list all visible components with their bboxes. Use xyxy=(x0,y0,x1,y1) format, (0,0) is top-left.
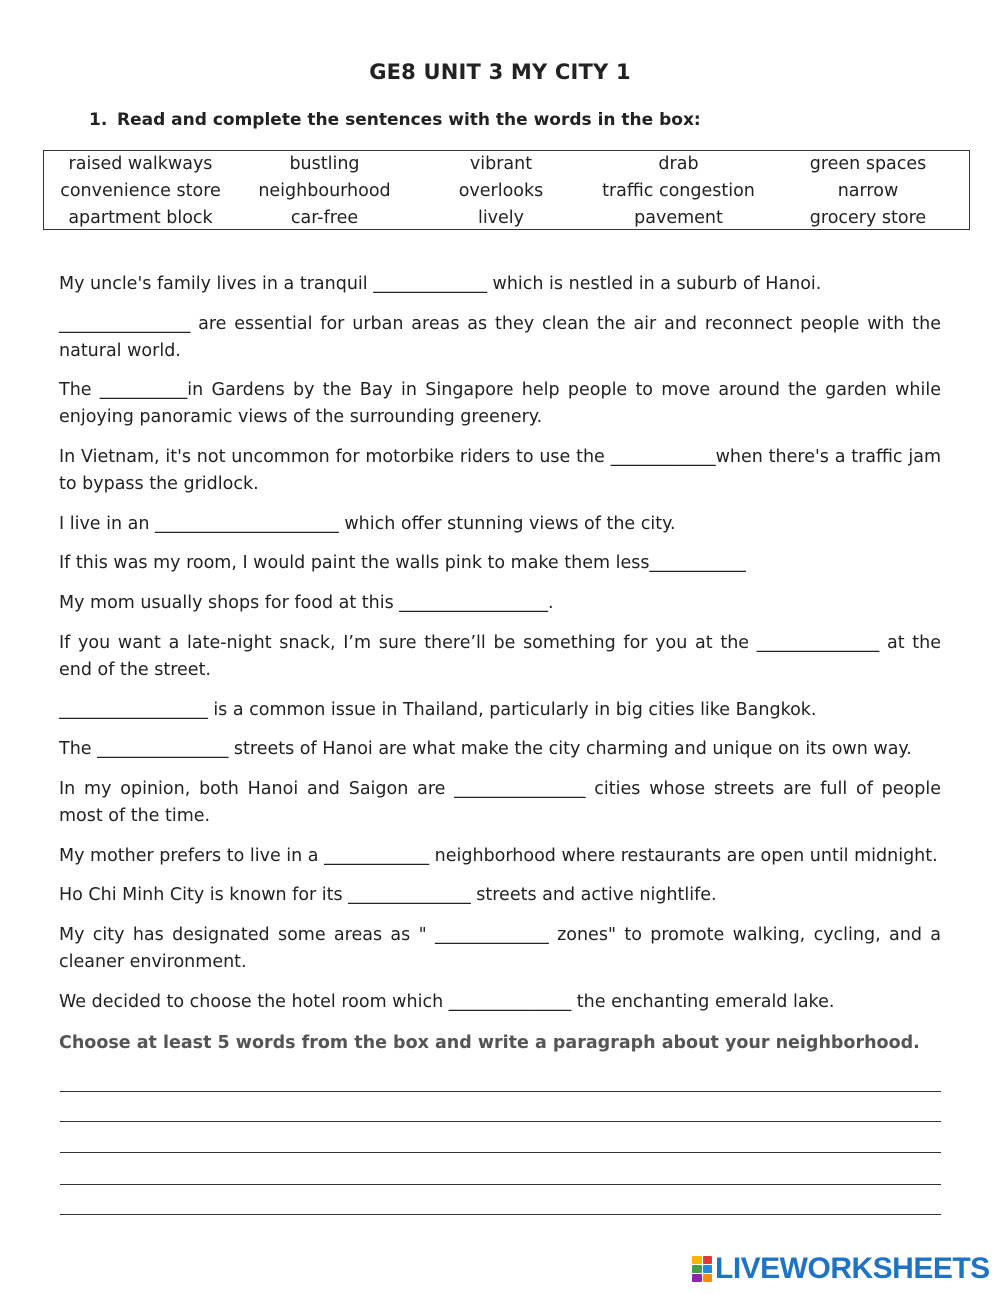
word-box-item: apartment block xyxy=(68,208,213,228)
worksheet-title: GE8 UNIT 3 MY CITY 1 xyxy=(369,60,631,84)
logo-tile xyxy=(703,1265,713,1273)
sentence-2[interactable]: _______________ are essential for urban areas as they clean the air and reconnect people with the natural world. xyxy=(59,314,947,361)
logo-tile xyxy=(692,1265,702,1273)
logo-text: LIVEWORKSHEETS xyxy=(715,1252,990,1285)
logo-tile xyxy=(703,1274,713,1282)
word-box-item: vibrant xyxy=(469,154,533,174)
word-box-item: neighbourhood xyxy=(258,181,391,201)
writing-line[interactable] xyxy=(60,1121,941,1122)
sentence-10[interactable]: The _______________ streets of Hanoi are what make the city charming and unique on its own way. xyxy=(59,739,912,759)
sentence-13[interactable]: Ho Chi Minh City is known for its ______________ streets and active nightlife. xyxy=(59,885,717,905)
writing-line[interactable] xyxy=(60,1152,941,1153)
sentence-11[interactable]: In my opinion, both Hanoi and Saigon are _______________ cities whose streets are full of people most of the time. xyxy=(59,779,947,826)
word-box-item: lively xyxy=(477,208,525,228)
word-box-item: narrow xyxy=(837,181,899,201)
sentence-12[interactable]: My mother prefers to live in a ____________ neighborhood where restaurants are open until midnight. xyxy=(59,846,938,866)
logo-tile xyxy=(703,1256,713,1264)
word-box-item: grocery store xyxy=(809,208,927,228)
sentence-5[interactable]: I live in an _____________________ which offer stunning views of the city. xyxy=(59,514,676,534)
logo-tile xyxy=(692,1274,702,1282)
sentence-7[interactable]: My mom usually shops for food at this _________________. xyxy=(59,593,554,613)
word-box-item: overlooks xyxy=(458,181,544,201)
word-box-item: convenience store xyxy=(60,181,221,201)
word-box-item: car-free xyxy=(290,208,359,228)
instruction-text: Read and complete the sentences with the words in the box: xyxy=(117,110,701,130)
sentence-1[interactable]: My uncle's family lives in a tranquil _____________ which is nestled in a suburb of Hanoi. xyxy=(59,274,822,294)
word-box-item: pavement xyxy=(634,208,723,228)
word-box-item: drab xyxy=(658,154,699,174)
sentence-6[interactable]: If this was my room, I would paint the walls pink to make them less___________ xyxy=(59,553,746,573)
sentence-9[interactable]: _________________ is a common issue in Thailand, particularly in big cities like Bangkok. xyxy=(59,700,817,720)
writing-line[interactable] xyxy=(60,1184,941,1185)
word-box-item: raised walkways xyxy=(68,154,213,174)
word-box-item: traffic congestion xyxy=(602,181,755,201)
logo-tile xyxy=(692,1256,702,1264)
writing-line[interactable] xyxy=(60,1214,941,1215)
instruction xyxy=(89,110,701,130)
liveworksheets-logo xyxy=(692,1253,990,1285)
word-box-item: green spaces xyxy=(809,154,927,174)
word-box xyxy=(43,150,970,230)
sentence-3[interactable]: The __________in Gardens by the Bay in Singapore help people to move around the garden while enjoying panoramic views of the surrounding greenery. xyxy=(59,380,947,427)
sentence-15[interactable]: We decided to choose the hotel room which ______________ the enchanting emerald lake. xyxy=(59,992,835,1012)
sentence-8[interactable]: If you want a late-night snack, I’m sure there’ll be something for you at the ______________ at the end of the street. xyxy=(59,633,947,680)
liveworksheets-logo-icon xyxy=(692,1256,712,1282)
sentence-14[interactable]: My city has designated some areas as " _____________ zones" to promote walking, cycling, and a cleaner environment. xyxy=(59,925,947,972)
instruction-number: 1. xyxy=(89,110,108,130)
word-box-item: bustling xyxy=(289,154,360,174)
writing-line[interactable] xyxy=(60,1091,941,1092)
writing-prompt: Choose at least 5 words from the box and write a paragraph about your neighborhood. xyxy=(59,1033,920,1053)
sentence-4[interactable]: In Vietnam, it's not uncommon for motorbike riders to use the ____________when there's a traffic jam to bypass the gridlock. xyxy=(59,447,947,494)
